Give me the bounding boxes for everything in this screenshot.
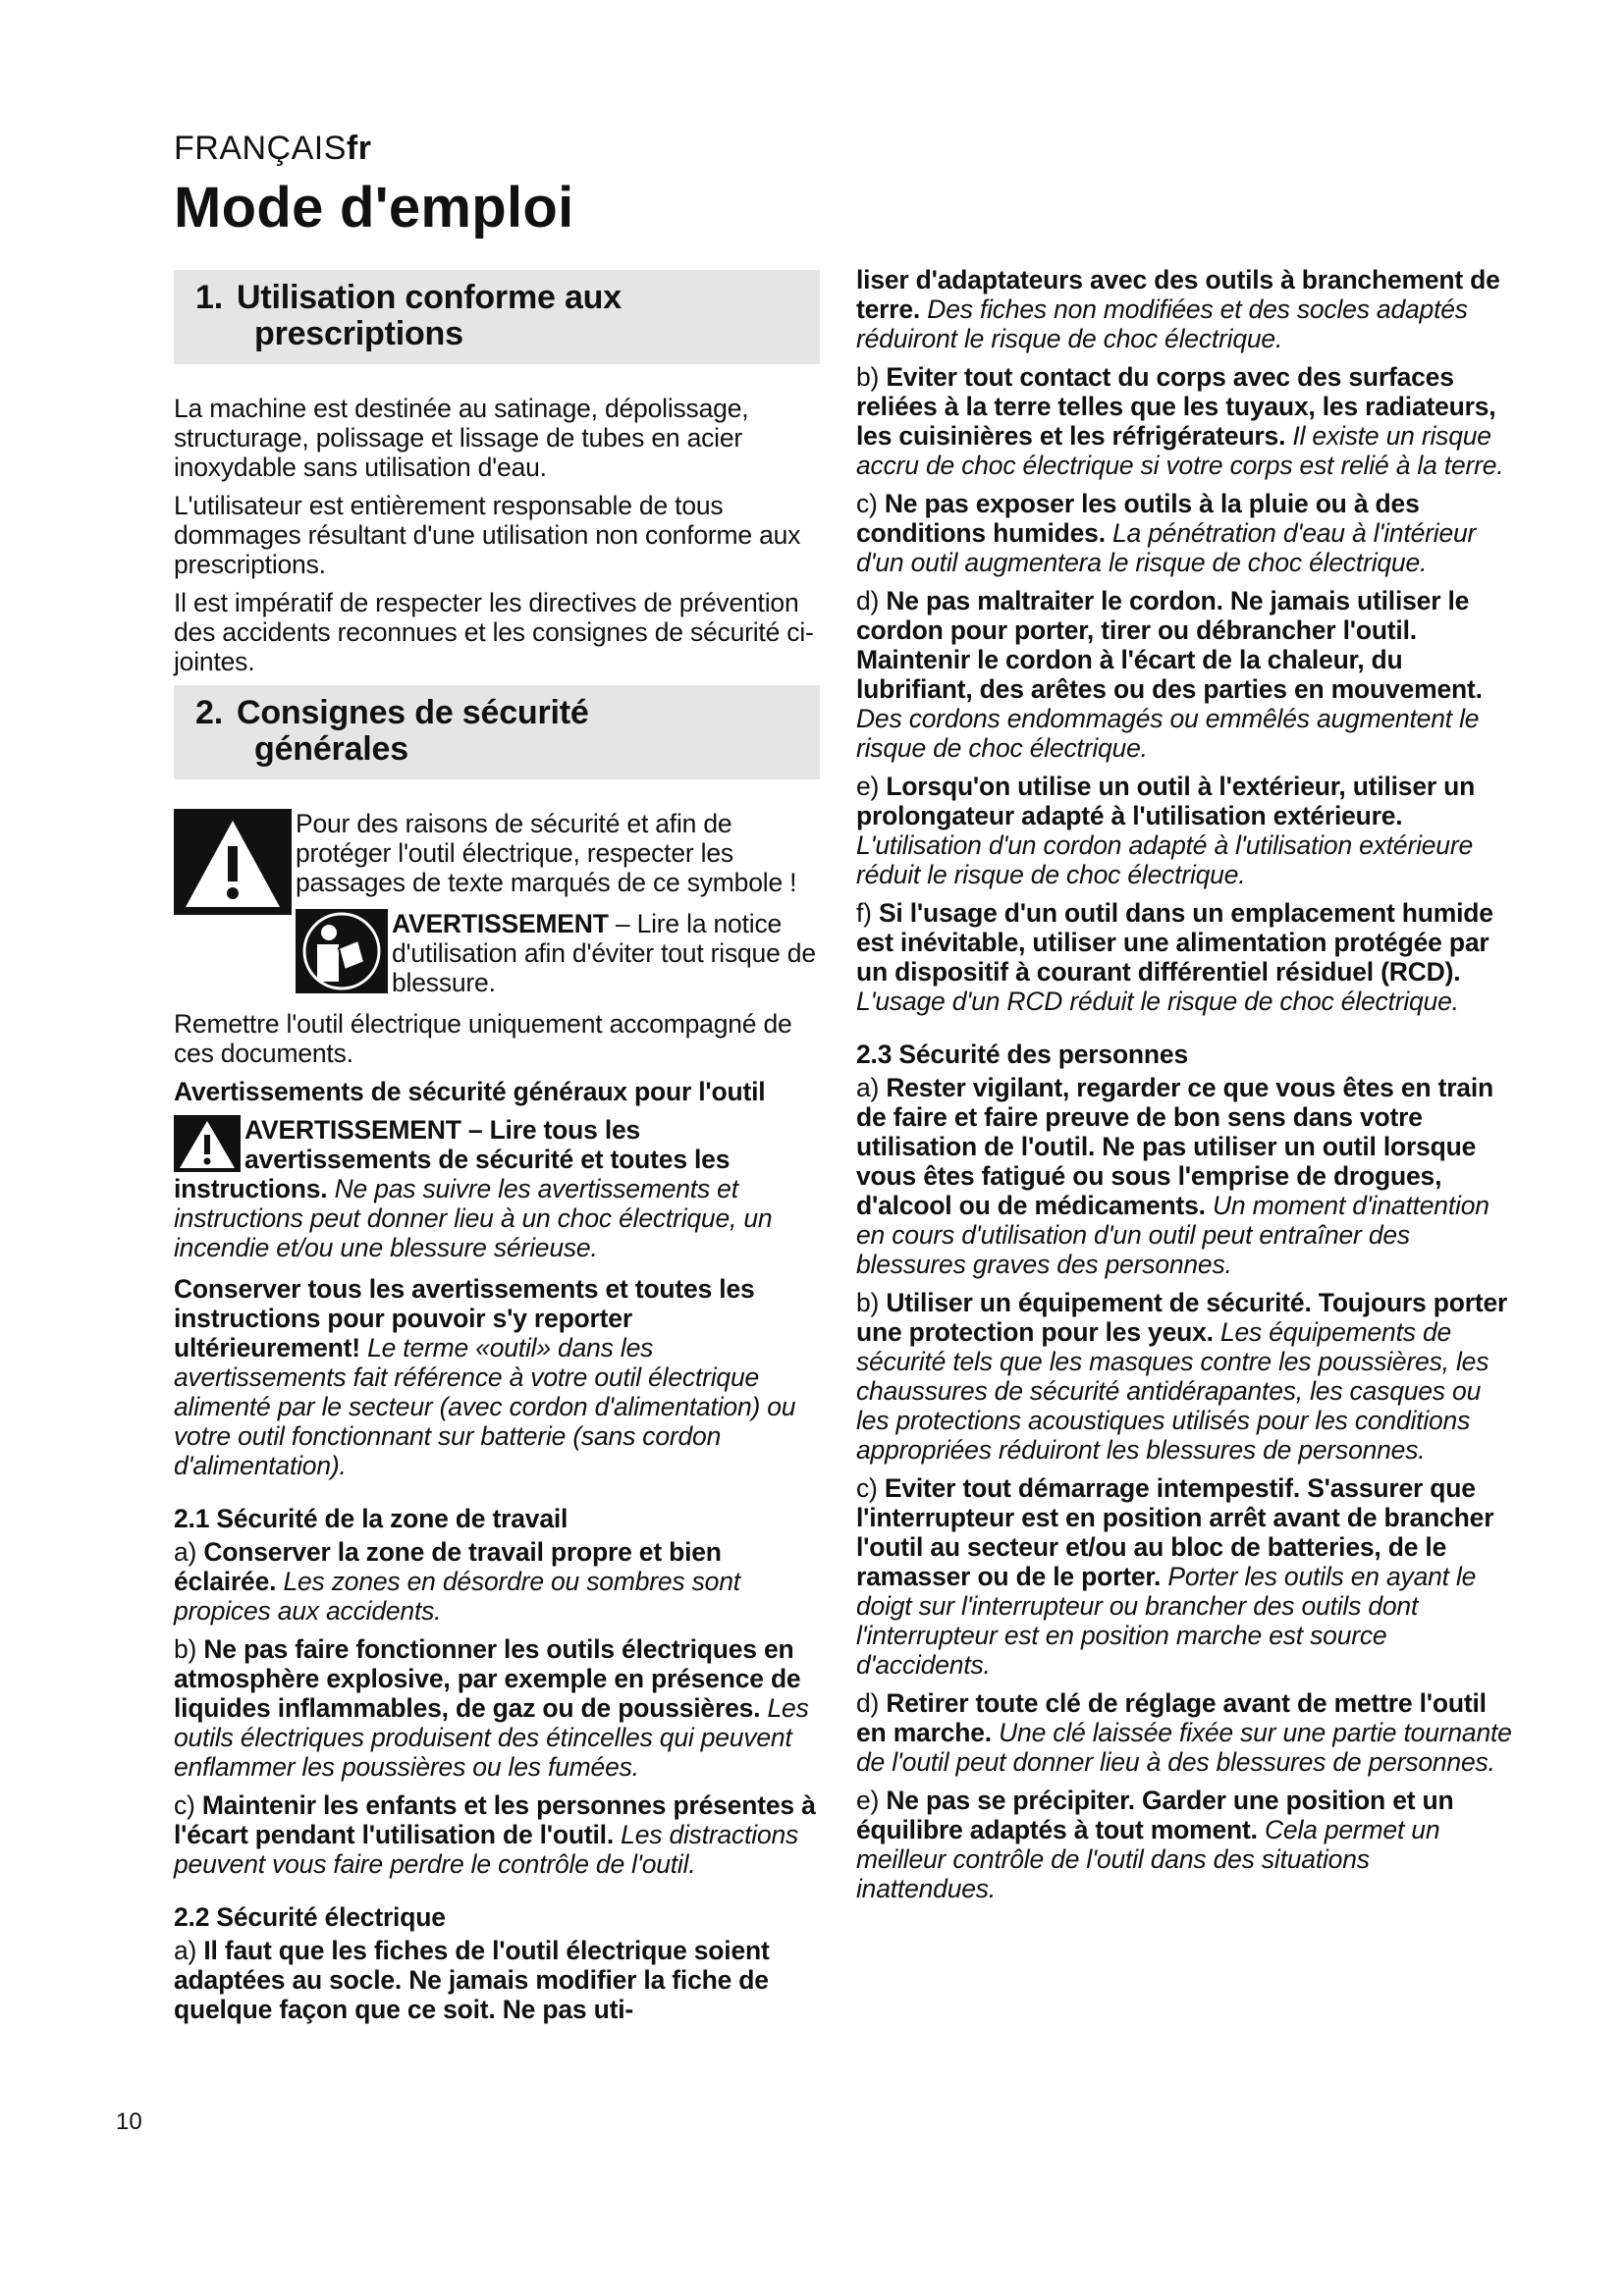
bold-text: Eviter tout démarrage intempestif. S'assurer que l'interrupteur est en position arrêt avant de brancher l'outil au secteur et/ou au bloc de batteries, de le ramasser ou de le porter. [856,1473,1494,1591]
manual-icon [296,909,388,993]
bold-text: Ne pas se précipiter. Garder une position et un équilibre adaptés à tout moment. [856,1786,1454,1844]
bold-text: Il faut que les fiches de l'outil électrique soient adaptées au socle. Ne jamais modifier la fiche de quelque façon que ce soit. Ne pas uti- [174,1936,770,2024]
italic-text: Cela permet un meilleur contrôle de l'outil dans des situations inattendues. [856,1815,1440,1903]
bold-text: Eviter tout contact du corps avec des surfaces reliées à la terre telles que les tuyaux, les radiateurs, les cuisinières et les réfrigérateurs. [856,362,1496,451]
italic-text: Un moment d'inattention en cours d'utilisation d'un outil peut entraîner des blessures graves des personnes. [856,1191,1489,1279]
paragraph [174,1936,820,2024]
italic-text: Les outils électriques produisent des étincelles qui peuvent enflammer les poussières ou les fumées. [174,1693,809,1782]
italic-text: Le terme «outil» dans les avertissements fait référence à votre outil électrique alimenté par le secteur (avec cordon d'alimentation) ou votre outil fonctionnant sur batterie (sans cordon d'alimentation). [174,1333,796,1480]
paragraph [174,588,820,676]
paragraph [174,1274,820,1480]
italic-text: L'usage d'un RCD réduit le risque de choc électrique. [856,987,1459,1016]
paragraph [856,772,1514,889]
right-column [856,265,1514,1912]
section-title-line: générales [254,730,408,768]
bold-text: Conserver la zone de travail propre et bien éclairée. [174,1537,722,1596]
icon-paragraph [174,909,820,997]
text: a) [174,1537,204,1567]
italic-text: Ne pas suivre les avertissements et instructions peut donner lieu à un choc électrique, un incendie et/ou une blessure sérieuse. [174,1174,773,1262]
language-name: FRANÇAIS [174,130,347,167]
paragraph [856,265,1514,353]
bold-text: Retirer toute clé de réglage avant de mettre l'outil en marche. [856,1688,1487,1747]
italic-text: Des cordons endommagés ou emmêlés augmentent le risque de choc électrique. [856,704,1480,763]
paragraph [856,1786,1514,1903]
paragraph [856,1073,1514,1279]
paragraph [174,1634,820,1782]
text: d) [856,1688,887,1718]
left-column [174,265,820,2033]
icon-paragraph [174,1115,820,1262]
bold-text: Conserver tous les avertissements et toutes les instructions pour pouvoir s'y reporter ultérieurement! [174,1274,755,1362]
text: Il est impératif de respecter les directives de prévention des accidents reconnues et les consignes de sécurité ci-jointes. [174,588,814,676]
subsection-heading: 2.2 Sécurité électrique [174,1902,446,1932]
italic-text: L'utilisation d'un cordon adapté à l'utilisation extérieure réduit le risque de choc électrique. [856,830,1474,889]
bold-text: Ne pas maltraiter le cordon. Ne jamais utiliser le cordon pour porter, tirer ou débrancher l'outil. Maintenir le cordon à l'écart de la chaleur, du lubrifiant, des arêtes ou des parties en mouvement. [856,586,1483,704]
text: a) [856,1073,887,1102]
section-title-line: prescriptions [254,315,463,352]
italic-text: Porter les outils en ayant le doigt sur l'interrupteur ou brancher des outils dont l'interrupteur est en position marche est source d'accidents. [856,1562,1477,1680]
text: La machine est destinée au satinage, dépolissage, structurage, polissage et lissage de tubes en acier inoxydable sans utilisation d'eau. [174,394,749,482]
section-heading [174,270,820,364]
text: d) [856,586,887,615]
page-number: 10 [116,2109,142,2135]
bold-text: AVERTISSEMENT [392,909,609,938]
language-code: fr [346,130,372,167]
section-number: 1. [195,279,223,316]
italic-text: La pénétration d'eau à l'intérieur d'un outil augmentera le risque de choc électrique. [856,518,1477,577]
subsection-heading: 2.1 Sécurité de la zone de travail [174,1504,568,1533]
text: c) [174,1790,202,1820]
bold-text: Utiliser un équipement de sécurité. Toujours porter une protection pour les yeux. [856,1288,1508,1347]
text: – Lire la notice d'utilisation afin d'éviter tout risque de blessure. [392,909,816,997]
text: b) [856,362,887,392]
text: f) [856,898,879,928]
text: e) [856,772,887,801]
bold-text: Avertissements de sécurité généraux pour l'outil [174,1077,766,1106]
section-title-line: Utilisation conforme aux [237,279,622,316]
paragraph [856,1473,1514,1680]
bold-text: Ne pas exposer les outils à la pluie ou à des conditions humides. [856,489,1420,548]
page-title: Mode d'emploi [174,176,574,240]
warning-icon [174,809,292,915]
section-heading [174,685,820,779]
paragraph [174,1077,820,1106]
text: b) [856,1288,887,1317]
text: b) [174,1634,204,1664]
bold-text: Lorsqu'on utilise un outil à l'extérieur, utiliser un prolongateur adapté à l'utilisation extérieure. [856,772,1476,830]
paragraph [856,1288,1514,1465]
paragraph [174,1790,820,1879]
italic-text: Les zones en désordre ou sombres sont propices aux accidents. [174,1567,740,1626]
italic-text: Les distractions peuvent vous faire perdre le contrôle de l'outil. [174,1820,799,1879]
language-label [174,130,371,168]
icon-paragraph [174,809,820,897]
italic-text: Il existe un risque accru de choc électrique si votre corps est relié à la terre. [856,421,1504,480]
paragraph [856,1688,1514,1777]
bold-text: Ne pas faire fonctionner les outils électriques en atmosphère explosive, par exemple en présence de liquides inflammables, de gaz ou de poussières. [174,1634,801,1723]
text: a) [174,1936,204,1965]
italic-text: Une clé laissée fixée sur une partie tournante de l'outil peut donner lieu à des blessures de personnes. [856,1718,1512,1777]
paragraph [856,898,1514,1016]
text: e) [856,1786,887,1815]
bold-text: liser d'adaptateurs avec des outils à branchement de terre. [856,265,1500,324]
bold-text: Rester vigilant, regarder ce que vous êtes en train de faire et faire preuve de bon sens dans votre utilisation de l'outil. Ne pas utiliser un outil lorsque vous êtes fatigué ou sous l'emprise de drogues, d'alcool ou de médicaments. [856,1073,1493,1220]
paragraph [174,491,820,579]
subsection-heading: 2.3 Sécurité des personnes [856,1040,1188,1069]
paragraph [856,586,1514,763]
bold-text: AVERTISSEMENT – Lire tous les avertissements de sécurité et toutes les instructions. [174,1115,731,1203]
italic-text: Des fiches non modifiées et des socles adaptés réduiront le risque de choc électrique. [856,294,1468,353]
text: c) [856,489,885,518]
text: L'utilisateur est entièrement responsable de tous dommages résultant d'une utilisation non conforme aux prescriptions. [174,491,801,579]
paragraph [856,489,1514,577]
bold-text: Maintenir les enfants et les personnes présentes à l'écart pendant l'utilisation de l'outil. [174,1790,816,1849]
section-number: 2. [195,694,223,731]
paragraph [174,394,820,482]
warning-small-icon [174,1115,241,1172]
section-title-line: Consignes de sécurité [237,694,589,731]
paragraph [174,1537,820,1626]
text: Pour des raisons de sécurité et afin de protéger l'outil électrique, respecter les passages de texte marqués de ce symbole ! [296,809,797,897]
text: c) [856,1473,885,1503]
paragraph [174,1009,820,1068]
italic-text: Les équipements de sécurité tels que les masques contre les poussières, les chaussures de sécurité antidérapantes, les casques ou les protections acoustiques utilisés pour les conditions appropriées réduiront les blessures de personnes. [856,1317,1489,1465]
paragraph [856,362,1514,480]
bold-text: Si l'usage d'un outil dans un emplacement humide est inévitable, utiliser une alimentation protégée par un dispositif à courant différentiel résiduel (RCD). [856,898,1493,987]
text: Remettre l'outil électrique uniquement accompagné de ces documents. [174,1009,792,1068]
